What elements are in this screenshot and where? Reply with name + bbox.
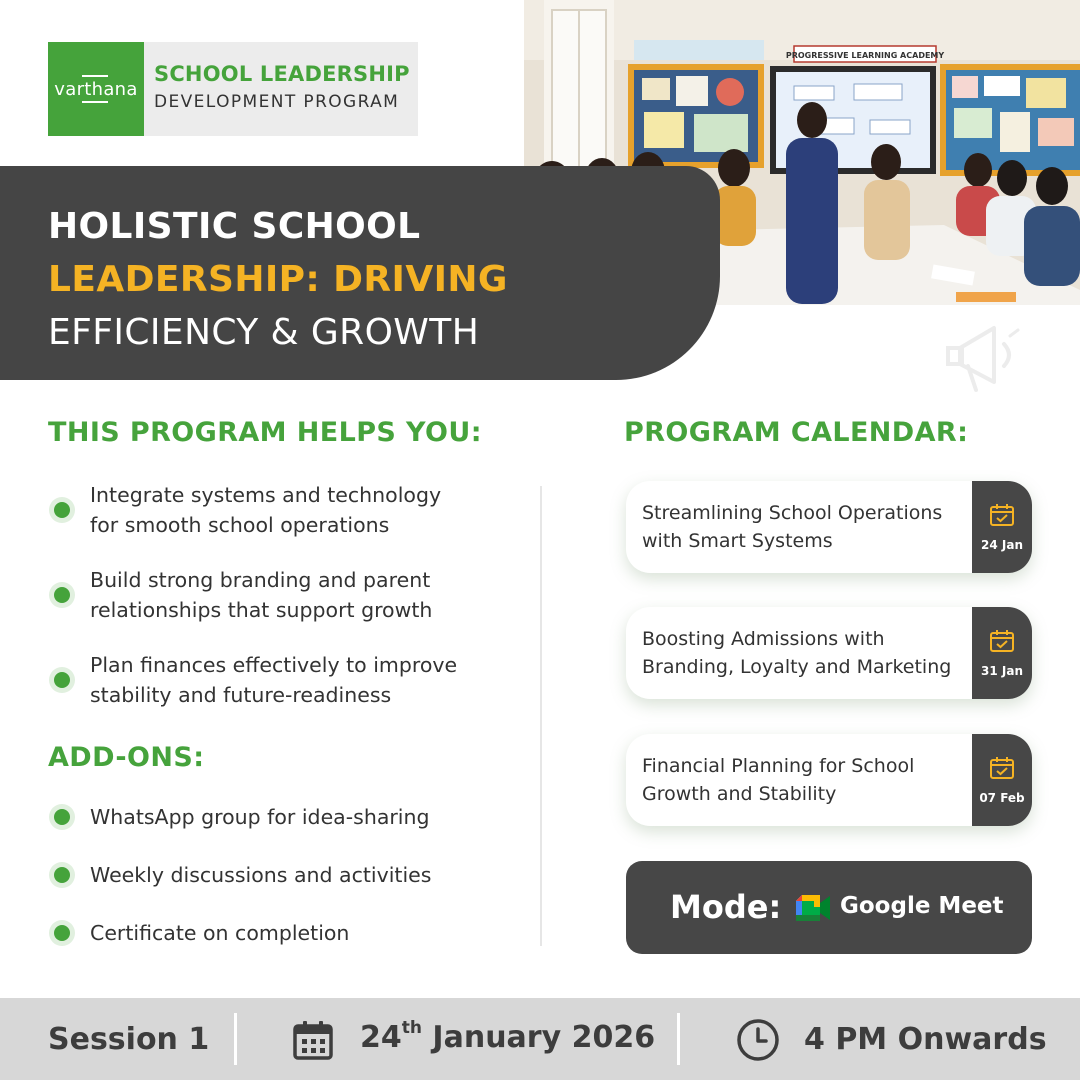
session-title-line1: Boosting Admissions with (642, 628, 885, 650)
classroom-sign: PROGRESSIVE LEARNING ACADEMY (785, 51, 945, 60)
session-title (642, 625, 972, 681)
mode-label: Mode: (670, 888, 782, 926)
footer-session: Session 1 (48, 1022, 210, 1057)
program-name-line1: SCHOOL LEADERSHIP (154, 62, 410, 86)
bullet-icon (49, 862, 75, 888)
google-meet-icon (794, 893, 832, 923)
hero-title-line3: EFFICIENCY & GROWTH (48, 312, 480, 353)
session-date: 07 Feb (979, 791, 1025, 805)
bullet-icon (49, 804, 75, 830)
hero-title (48, 200, 508, 359)
session-card (626, 734, 1032, 826)
session-title-line2: Growth and Stability (642, 783, 837, 805)
bullet-icon (49, 497, 75, 523)
logo-word: varthana (54, 78, 138, 100)
footer-date-rest: January 2026 (421, 1020, 656, 1055)
calendar-heading: PROGRAM CALENDAR: (624, 417, 969, 448)
clock-icon (736, 1018, 780, 1062)
benefit-item (48, 480, 457, 540)
benefit-line2: relationships that support growth (90, 598, 433, 622)
session-date-tab (972, 607, 1032, 699)
session-title-line1: Streamlining School Operations (642, 502, 943, 524)
addon-text: WhatsApp group for idea-sharing (90, 805, 430, 829)
session-date: 31 Jan (981, 664, 1023, 678)
addon-text: Weekly discussions and activities (90, 863, 432, 887)
calendar-icon (292, 1019, 334, 1061)
session-title-line1: Financial Planning for School (642, 755, 915, 777)
session-date-tab (972, 734, 1032, 826)
benefits-heading: THIS PROGRAM HELPS YOU: (48, 417, 482, 448)
benefit-line1: Plan finances effectively to improve (90, 653, 458, 677)
logo-bar-bottom (82, 101, 108, 103)
footer-separator (234, 1013, 237, 1065)
benefit-item (48, 565, 457, 625)
session-title-line2: with Smart Systems (642, 530, 833, 552)
calendar-check-icon (989, 756, 1015, 780)
footer-time: 4 PM Onwards (804, 1022, 1047, 1057)
benefit-line2: for smooth school operations (90, 513, 390, 537)
calendar-check-icon (989, 503, 1015, 527)
addon-text: Certificate on completion (90, 921, 350, 945)
benefit-line1: Build strong branding and parent (90, 568, 431, 592)
session-card (626, 607, 1032, 699)
footer-date (360, 1020, 655, 1055)
hero-title-line2: LEADERSHIP: DRIVING (48, 259, 508, 300)
program-name (144, 42, 410, 136)
program-name-line2: DEVELOPMENT PROGRAM (154, 92, 400, 112)
footer-separator (677, 1013, 680, 1065)
calendar-check-icon (989, 629, 1015, 653)
benefit-line1: Integrate systems and technology (90, 483, 442, 507)
mode-value: Google Meet (840, 893, 1004, 919)
session-title (642, 499, 972, 555)
logo-mark (48, 42, 144, 136)
addon-item (48, 860, 431, 890)
column-divider (540, 486, 542, 946)
bullet-icon (49, 667, 75, 693)
footer-date-day: 24 (360, 1020, 402, 1055)
session-card (626, 481, 1032, 573)
addon-item (48, 802, 431, 832)
benefits-list (48, 480, 457, 735)
bullet-icon (49, 582, 75, 608)
session-date-tab (972, 481, 1032, 573)
footer-date-suffix: th (401, 1018, 422, 1038)
megaphone-icon (942, 318, 1024, 396)
hero-title-line1: HOLISTIC SCHOOL (48, 206, 421, 247)
brand-logo (48, 42, 418, 136)
bullet-icon (49, 920, 75, 946)
session-date: 24 Jan (981, 538, 1023, 552)
logo-bar-top (82, 75, 108, 77)
benefit-line2: stability and future-readiness (90, 683, 392, 707)
session-title-line2: Branding, Loyalty and Marketing (642, 656, 952, 678)
session-title (642, 752, 972, 808)
addon-item (48, 918, 431, 948)
addons-heading: ADD-ONS: (48, 742, 205, 773)
addons-list (48, 802, 431, 976)
benefit-item (48, 650, 457, 710)
